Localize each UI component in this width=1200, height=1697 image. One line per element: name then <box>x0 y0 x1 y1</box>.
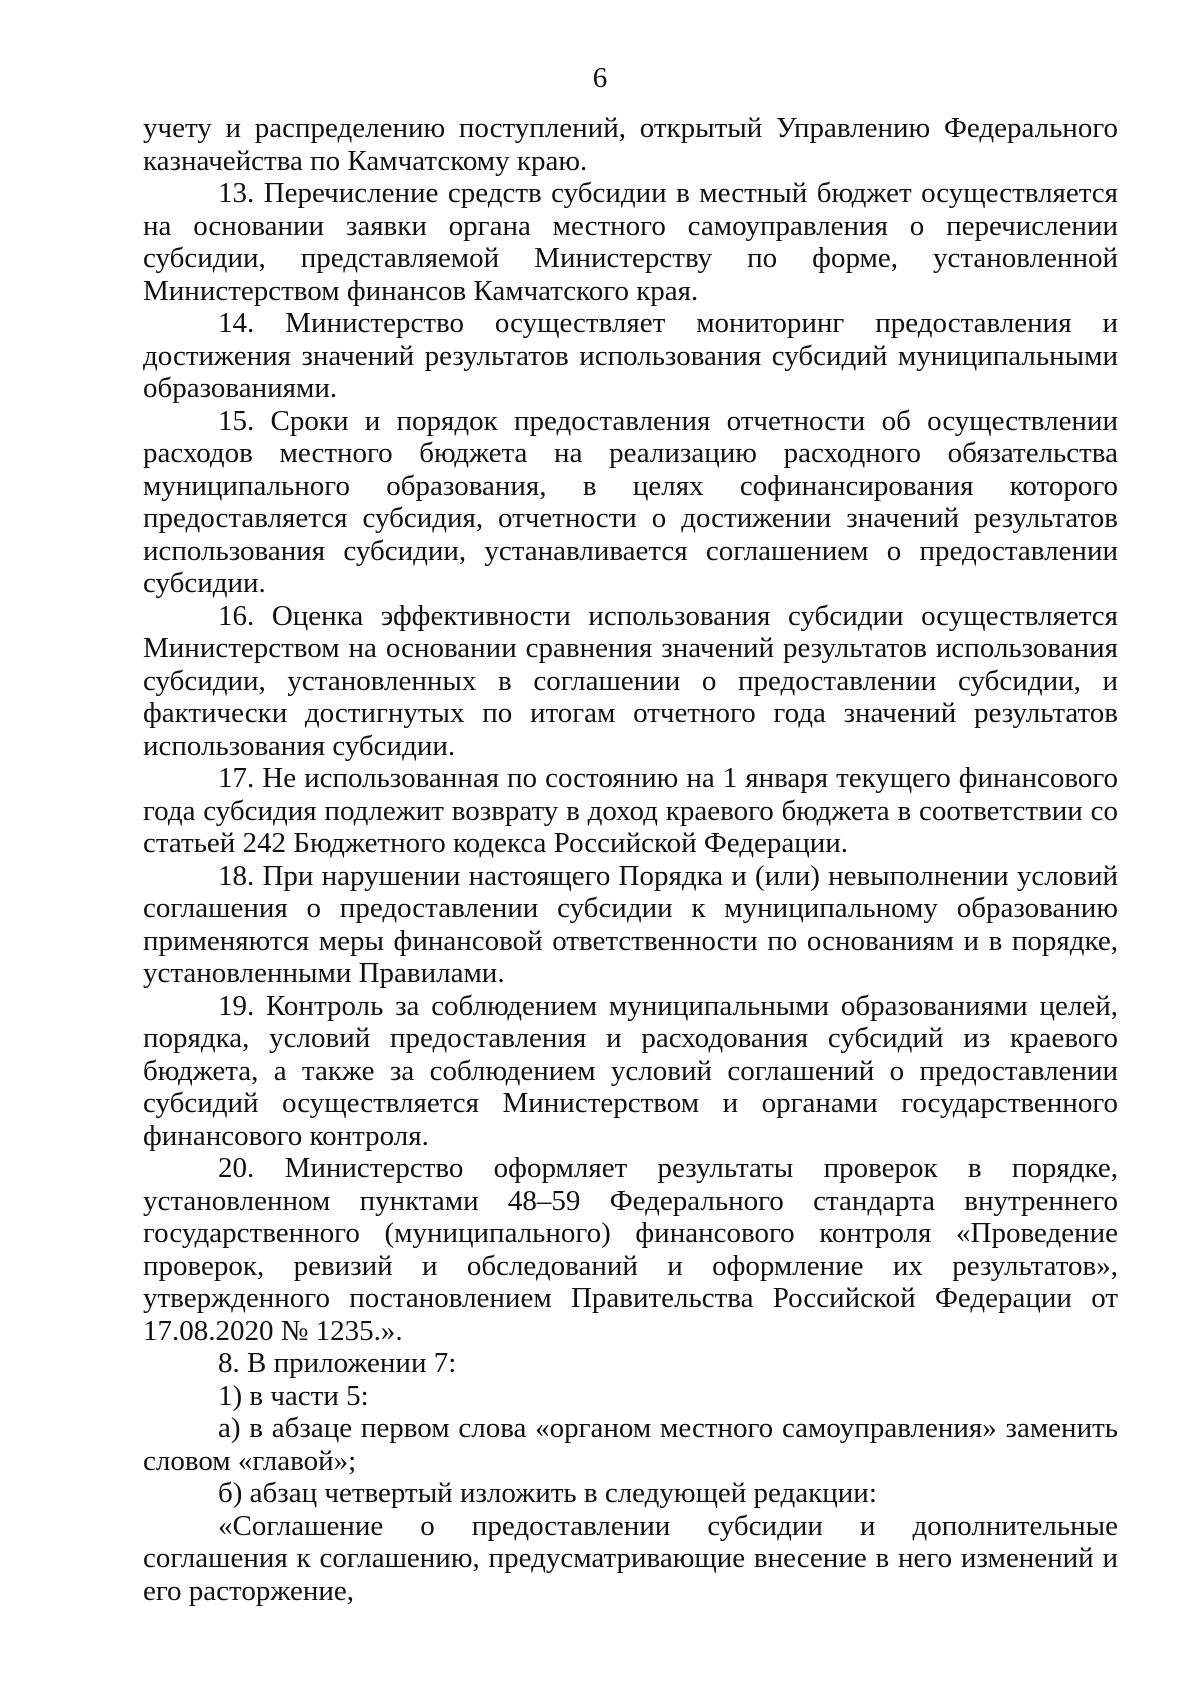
page-number: 6 <box>592 62 608 94</box>
paragraph-20: 20. Министерство оформляет результаты проверок в порядке, установленном пунктами 48–59 Федерального стандарта внутреннего государственного (муниципального) финансового контроля «Проведение проверок, ревизий и обследований и оформление их результатов», утвержденного постановлением Правительства Российской Федерации от 17.08.2020 № 1235.». <box>143 1152 1118 1347</box>
paragraph-19: 19. Контроль за соблюдением муниципальными образованиями целей, порядка, условий предоставления и расходования субсидий из краевого бюджета, а также за соблюдением условий соглашений о предоставлении субсидий осуществляется Министерством и органами государственного финансового контроля. <box>143 989 1118 1152</box>
paragraph-subitem-b: б) абзац четвертый изложить в следующей редакции: <box>218 1477 877 1509</box>
paragraph-subitem-1: 1) в части 5: <box>218 1379 369 1412</box>
paragraph-subitem-a: а) в абзаце первом слова «органом местного самоуправления» заменить словом «главой»; <box>143 1412 1118 1477</box>
paragraph-continuation: учету и распределению поступлений, открытый Управлению Федерального казначейства по Камчатскому краю. <box>143 112 1118 177</box>
paragraph-18: 18. При нарушении настоящего Порядка и (или) невыполнении условий соглашения о предоставлении субсидии к муниципальному образованию применяются меры финансовой ответственности по основаниям и в порядке, установленными Правилами. <box>143 859 1118 989</box>
paragraph-16: 16. Оценка эффективности использования субсидии осуществляется Министерством на основании сравнения значений результатов использования субсидии, установленных в соглашении о предоставлении субсидии, и фактически достигнутых по итогам отчетного года значений результатов использования субсидии. <box>143 599 1118 762</box>
paragraph-17: 17. Не использованная по состоянию на 1 января текущего финансового года субсидия подлежит возврату в доход краевого бюджета в соответствии со статьей 242 Бюджетного кодекса Российской Федерации. <box>143 762 1118 859</box>
paragraph-15: 15. Сроки и порядок предоставления отчетности об осуществлении расходов местного бюджета на реализацию расходного обязательства муниципального образования, в целях софинансирования которого предоставляется субсидия, отчетности о достижении значений результатов использования субсидии, устанавливается соглашением о предоставлении субсидии. <box>143 404 1118 599</box>
paragraph-14: 14. Министерство осуществляет мониторинг предоставления и достижения значений результатов использования субсидий муниципальными образованиями. <box>143 307 1118 404</box>
document-body <box>143 112 1118 1607</box>
paragraph-item-8: 8. В приложении 7: <box>218 1347 457 1379</box>
paragraph-13: 13. Перечисление средств субсидии в местный бюджет осуществляется на основании заявки органа местного самоуправления о перечислении субсидии, представляемой Министерству по форме, установленной Министерством финансов Камчатского края. <box>143 177 1118 307</box>
paragraph-quoted-text: «Соглашение о предоставлении субсидии и дополнительные соглашения к соглашению, предусматривающие внесение в него изменений и его расторжение, <box>143 1509 1118 1607</box>
